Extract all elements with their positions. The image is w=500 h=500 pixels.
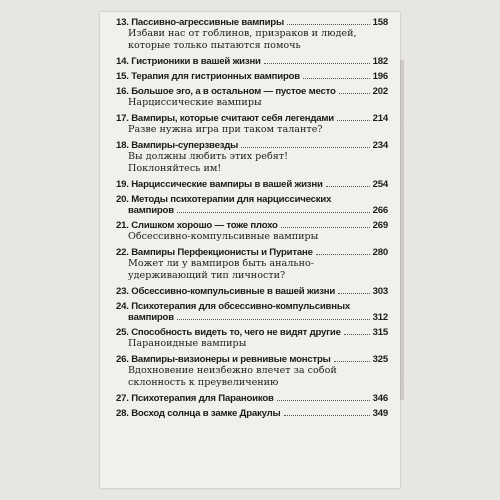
chapter-title-continued: вампиров xyxy=(128,312,174,323)
leader-dots xyxy=(316,254,370,255)
leader-dots xyxy=(177,212,370,213)
chapter-title: 19. Нарциссические вампиры в вашей жизни xyxy=(116,179,323,190)
leader-dots xyxy=(177,319,370,320)
chapter-title: 17. Вампиры, которые считают себя легендами xyxy=(116,113,334,124)
toc-entry-row xyxy=(116,408,388,419)
chapter-subtitle: Поклоняйтесь им! xyxy=(128,163,222,174)
toc-entry-row xyxy=(116,301,388,312)
page-number: 196 xyxy=(372,71,388,82)
page-number: 254 xyxy=(372,179,388,190)
chapter-title: 26. Вампиры-визионеры и ревнивые монстры xyxy=(116,354,331,365)
page-number: 234 xyxy=(372,140,388,151)
page-number: 325 xyxy=(372,354,388,365)
chapter-subtitle: удерживающий тип личности? xyxy=(128,270,286,281)
toc-entry xyxy=(116,301,388,323)
leader-dots xyxy=(303,78,370,79)
leader-dots xyxy=(338,293,370,294)
chapter-title: 23. Обсессивно-компульсивные в вашей жизни xyxy=(116,286,336,297)
toc-entry-row-continued xyxy=(116,205,388,216)
chapter-subtitle: Вы должны любить этих ребят! xyxy=(128,151,288,162)
leader-dots xyxy=(284,415,370,416)
page-number: 182 xyxy=(372,56,388,67)
toc-entry xyxy=(116,247,388,282)
toc-entry-row xyxy=(116,220,388,231)
toc-entry xyxy=(116,354,388,389)
toc-entry-row xyxy=(116,113,388,124)
chapter-title: 22. Вампиры Перфекционисты и Пуритане xyxy=(116,247,313,258)
toc-entry xyxy=(116,179,388,190)
chapter-subtitle: Вдохновение неизбежно влечет за собой xyxy=(128,365,337,376)
chapter-title: 14. Гистрионики в вашей жизни xyxy=(116,56,261,67)
chapter-title-continued: вампиров xyxy=(128,205,174,216)
chapter-title: 25. Способность видеть то, чего не видят другие xyxy=(116,327,341,338)
toc-entry xyxy=(116,408,388,419)
toc-entry-row xyxy=(116,247,388,258)
toc-entry xyxy=(116,86,388,109)
chapter-title: 20. Методы психотерапии для нарциссических xyxy=(116,194,332,205)
table-of-contents xyxy=(116,17,388,419)
leader-dots xyxy=(281,227,370,228)
toc-entry-row xyxy=(116,71,388,82)
chapter-title: 27. Психотерапия для Параноиков xyxy=(116,393,274,404)
toc-entry xyxy=(116,194,388,216)
leader-dots xyxy=(277,400,370,401)
toc-entry xyxy=(116,286,388,297)
page-number: 269 xyxy=(372,220,388,231)
toc-entry xyxy=(116,113,388,136)
toc-entry xyxy=(116,71,388,82)
book-page xyxy=(100,12,400,488)
page-number: 266 xyxy=(372,205,388,216)
chapter-subtitle: Разве нужна игра при таком таланте? xyxy=(128,124,323,135)
page-number: 202 xyxy=(372,86,388,97)
page-number: 349 xyxy=(372,408,388,419)
leader-dots xyxy=(344,334,370,335)
leader-dots xyxy=(339,93,370,94)
toc-entry-row xyxy=(116,86,388,97)
chapter-subtitle: Нарциссические вампиры xyxy=(128,97,262,108)
toc-entry xyxy=(116,393,388,404)
toc-entry-row-continued xyxy=(116,312,388,323)
chapter-title: 18. Вампиры-суперзвезды xyxy=(116,140,239,151)
page-number: 280 xyxy=(372,247,388,258)
chapter-subtitle: Избави нас от гоблинов, призраков и людей, xyxy=(128,28,357,39)
toc-entry-row xyxy=(116,56,388,67)
page-number: 303 xyxy=(372,286,388,297)
toc-entry-row xyxy=(116,393,388,404)
leader-dots xyxy=(326,186,370,187)
chapter-title: 15. Терапия для гистрионных вампиров xyxy=(116,71,300,82)
toc-entry xyxy=(116,220,388,243)
toc-entry-row xyxy=(116,179,388,190)
chapter-subtitle: Параноидные вампиры xyxy=(128,338,247,349)
chapter-title: 21. Слишком хорошо — тоже плохо xyxy=(116,220,278,231)
toc-entry-row xyxy=(116,354,388,365)
chapter-title: 13. Пассивно-агрессивные вампиры xyxy=(116,17,284,28)
toc-entry-row xyxy=(116,327,388,338)
toc-entry-row xyxy=(116,140,388,151)
leader-dots xyxy=(337,120,370,121)
toc-entry xyxy=(116,17,388,52)
page-number: 214 xyxy=(372,113,388,124)
toc-entry xyxy=(116,56,388,67)
chapter-subtitle: склонность к преувеличению xyxy=(128,377,279,388)
page-number: 315 xyxy=(372,327,388,338)
chapter-title: 16. Большое эго, а в остальном — пустое место xyxy=(116,86,336,97)
page-number: 312 xyxy=(372,312,388,323)
leader-dots xyxy=(287,24,370,25)
chapter-title: 24. Психотерапия для обсессивно-компульсивных xyxy=(116,301,350,312)
page-number: 346 xyxy=(372,393,388,404)
leader-dots xyxy=(241,147,369,148)
chapter-title: 28. Восход солнца в замке Дракулы xyxy=(116,408,281,419)
leader-dots xyxy=(264,63,370,64)
chapter-subtitle: Может ли у вампиров быть анально- xyxy=(128,258,314,269)
toc-entry xyxy=(116,327,388,350)
page-number: 158 xyxy=(372,17,388,28)
toc-entry-row xyxy=(116,17,388,28)
toc-entry-row xyxy=(116,194,388,205)
chapter-subtitle: Обсессивно-компульсивные вампиры xyxy=(128,231,319,242)
toc-entry-row xyxy=(116,286,388,297)
toc-entry xyxy=(116,140,388,175)
leader-dots xyxy=(334,361,370,362)
chapter-subtitle: которые только пытаются помочь xyxy=(128,40,301,51)
